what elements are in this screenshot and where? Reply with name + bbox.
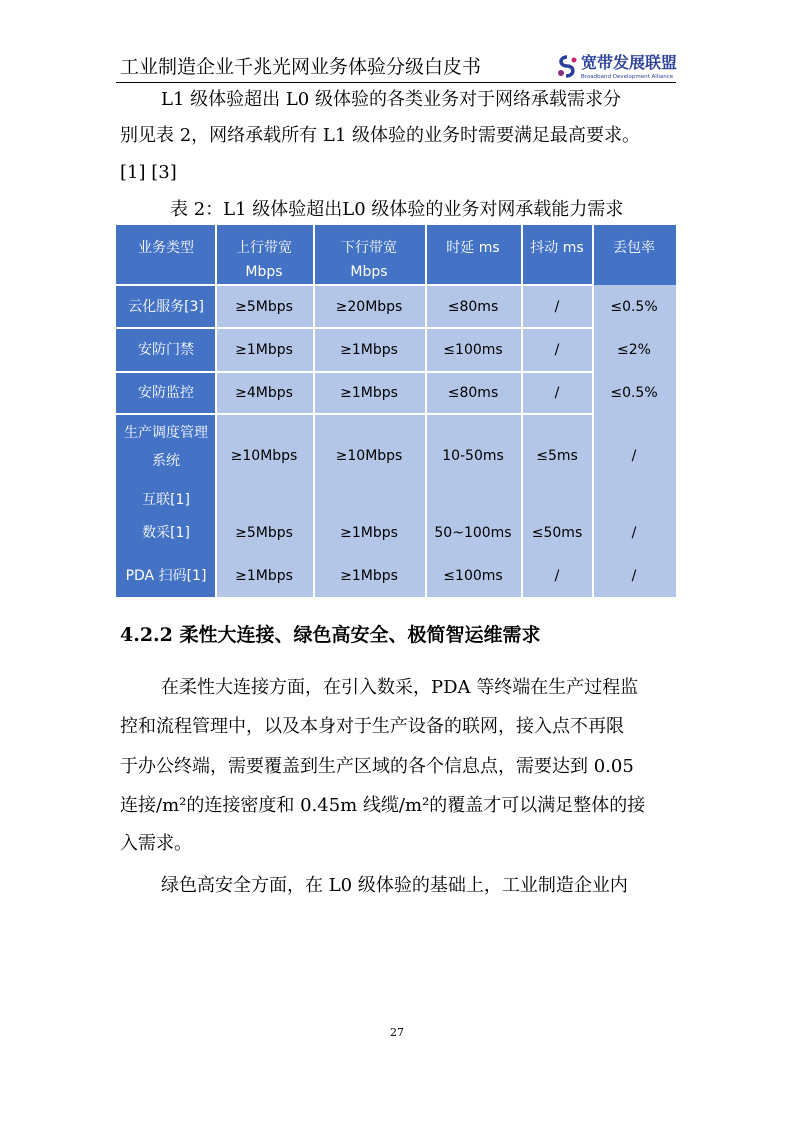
cell: ≤2% <box>617 342 651 358</box>
cell: 10-50ms <box>442 448 504 464</box>
header-latency: 时延 ms <box>446 240 500 256</box>
header-rule <box>116 82 676 83</box>
header-loss: 丢包率 <box>613 240 655 256</box>
cell: ≥5Mbps <box>235 525 293 541</box>
cell: ≥5Mbps <box>235 299 293 315</box>
logo-text-en: Broadband Development Alliance <box>581 74 674 80</box>
header-uplink-unit: Mbps <box>245 264 283 280</box>
cell: ≥1Mbps <box>235 342 293 358</box>
alliance-logo <box>555 53 678 82</box>
logo-icon <box>555 54 579 80</box>
para-line: 在柔性大连接方面，在引入数采，PDA 等终端在生产过程监 <box>161 677 639 698</box>
cell: ≤80ms <box>447 385 499 401</box>
header-downlink: 下行带宽 <box>341 240 397 256</box>
intro-line: [1] [3] <box>120 162 177 183</box>
header-title: 工业制造企业千兆光网业务体验分级白皮书 <box>120 56 482 78</box>
cell: ≤5ms <box>536 448 578 464</box>
cell: / <box>554 568 560 584</box>
cell: / <box>554 299 560 315</box>
cell: / <box>631 448 637 464</box>
header-jitter: 抖动 ms <box>530 240 584 256</box>
cell: ≤50ms <box>531 525 583 541</box>
para-line: 连接/m²的连接密度和 0.45m 线缆/m²的覆盖才可以满足整体的接 <box>120 795 646 816</box>
intro-line: L1 级体验超出 L0 级体验的各类业务对于网络承载需求分 <box>161 89 621 110</box>
intro-line: 别见表 2，网络承载所有 L1 级体验的业务时需要满足最高要求。 <box>120 125 641 146</box>
cell: ≥10Mbps <box>335 448 403 464</box>
row-label: 安防门禁 <box>138 342 194 358</box>
cell: 50~100ms <box>434 525 512 541</box>
header-service-type: 业务类型 <box>138 240 194 256</box>
header-downlink-unit: Mbps <box>350 264 388 280</box>
cell: ≥1Mbps <box>340 568 398 584</box>
cell: ≥20Mbps <box>335 299 403 315</box>
cell: / <box>554 385 560 401</box>
header-uplink: 上行带宽 <box>236 240 292 256</box>
cell: ≥1Mbps <box>340 385 398 401</box>
cell: ≤80ms <box>447 299 499 315</box>
cell: ≤100ms <box>443 342 503 358</box>
cell: / <box>631 525 637 541</box>
row-label: 数采[1] <box>142 525 190 541</box>
cell: ≥4Mbps <box>235 385 293 401</box>
cell: ≤0.5% <box>610 385 658 401</box>
requirements-table <box>116 225 676 597</box>
cell: / <box>554 342 560 358</box>
section-heading: 4.2.2 柔性大连接、绿色高安全、极简智运维需求 <box>120 624 541 646</box>
para-line: 绿色高安全方面，在 L0 级体验的基础上，工业制造企业内 <box>161 875 628 896</box>
logo-text-cn: 宽带发展联盟 <box>581 53 678 72</box>
row-label: 生产调度管理 <box>124 425 208 441</box>
row-label: 互联[1] <box>142 492 190 508</box>
row-label: 云化服务[3] <box>128 299 204 315</box>
cell: ≤100ms <box>443 568 503 584</box>
cell: ≥1Mbps <box>340 525 398 541</box>
page-number: 27 <box>390 1026 404 1039</box>
para-line: 入需求。 <box>120 833 192 854</box>
cell: / <box>631 568 637 584</box>
cell: ≥1Mbps <box>235 568 293 584</box>
row-label: PDA 扫码[1] <box>125 568 207 584</box>
cell: ≥1Mbps <box>340 342 398 358</box>
para-line: 控和流程管理中，以及本身对于生产设备的联网，接入点不再限 <box>120 716 624 737</box>
table-caption: 表 2：L1 级体验超出L0 级体验的业务对网承载能力需求 <box>170 199 624 220</box>
para-line: 于办公终端，需要覆盖到生产区域的各个信息点，需要达到 0.05 <box>120 756 634 777</box>
cell: ≥10Mbps <box>230 448 298 464</box>
cell: ≤0.5% <box>610 299 658 315</box>
row-label: 系统 <box>152 453 180 469</box>
row-label: 安防监控 <box>138 385 194 401</box>
